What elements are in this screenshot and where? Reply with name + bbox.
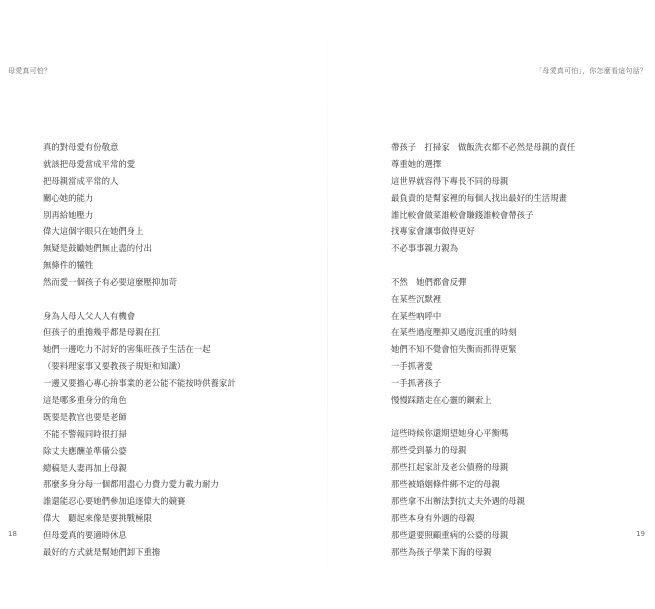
poem-line: 偉大 聽起來像是要挑戰極限: [43, 513, 152, 524]
poem-line: 既要是教官也要是老師: [43, 411, 127, 422]
poem-line: 那些受到暴力的母親: [391, 445, 467, 456]
poem-line: 但母愛真的要適時休息: [43, 530, 127, 541]
poem-line: 無條件的犧牲: [43, 260, 94, 271]
left-page: [0, 0, 327, 609]
poem-line: 不然 她們都會反彈: [391, 276, 467, 287]
poem-line: 除丈夫應酬並準備公婆: [43, 445, 127, 456]
right-poem: [391, 139, 641, 577]
poem-line: 然而愛一個孩子有必要這麼壓抑加苛: [43, 277, 177, 288]
poem-line: 偉大這個字眼只在她們身上: [43, 226, 144, 237]
poem-line: 在某些吶呼中: [391, 310, 442, 321]
poem-line: 那麼多身分每一個都用盡心力費力愛力載力耐力: [43, 479, 219, 490]
poem-line: 這些時候你還期望她身心平衡嗎: [391, 428, 509, 439]
poem-line: 在某些過度壓抑又過度沉重的時刻: [391, 327, 517, 338]
poem-line: 找專家會讓事做得更好: [391, 226, 475, 237]
poem-line: 一邊又要擔心專心拚事業的老公能不能按時供養家計: [43, 378, 236, 389]
poem-line: 最好的方式就是幫她們卸下重擔: [43, 546, 161, 557]
right-page-number: 19: [636, 530, 645, 538]
poem-line: 她們一邊吃力不討好的害集旺孩子生活在一起: [43, 344, 211, 355]
poem-line: 身為人母人父人人有機會: [43, 310, 136, 321]
right-stanza-1: [391, 139, 641, 257]
left-stanza-1: [43, 139, 313, 291]
poem-line: 一手抓著孩子: [391, 378, 442, 389]
poem-line: 那些扛起家計及老公債務的母親: [391, 462, 509, 473]
right-page: [328, 0, 655, 609]
left-running-header: 母愛真可怕？: [8, 67, 52, 75]
poem-line: 總稿是人妻再加上母親: [43, 462, 127, 473]
poem-line: 那些本身有外遇的母親: [391, 512, 475, 523]
poem-line: 帶孩子 打掃家 做飯洗衣都不必然是母親的責任: [391, 142, 576, 152]
poem-line: 最負責的是幫家裡的每個人找出最好的生活規畫: [391, 192, 567, 203]
right-stanza-3: [391, 425, 641, 560]
poem-line: 不能不警報同時很打掃: [43, 428, 127, 439]
poem-line: 真的對母愛有份敬意: [43, 142, 119, 152]
poem-line: 誰比較會做菜誰較會賺錢誰較會帶孩子: [391, 209, 534, 220]
poem-line: 別再給她壓力: [43, 209, 94, 220]
poem-line: 關心她的能力: [43, 192, 94, 203]
poem-line: 在某些沉默裡: [391, 293, 442, 304]
poem-line: 那些拿不出辦法對抗丈夫外遇的母親: [391, 495, 525, 506]
left-poem: [43, 139, 313, 577]
poem-line: 把母親當成平常的人: [43, 175, 119, 186]
poem-line: 誰還能忍心要她們參加追逐偉大的競賽: [43, 496, 186, 507]
poem-line: 慢慢踩踏走在心靈的鋼索上: [391, 394, 492, 405]
right-stanza-2: [391, 274, 641, 409]
poem-line: （要料理家事又要教孩子規矩和知識）: [43, 361, 186, 372]
poem-line: 她們不知不覺會怕失衡而抓得更緊: [391, 344, 517, 355]
poem-line: 那些為孩子學業下海的母親: [391, 546, 492, 557]
poem-line: 這是哪多重身分的角色: [43, 394, 127, 405]
poem-line: 就該把母愛當成平常的愛: [43, 158, 136, 169]
poem-line: 但孩子的重擔幾乎都是母親在扛: [43, 327, 161, 338]
poem-line: 這世界就容得下專長不同的母親: [391, 175, 509, 186]
right-running-header: 「母愛真可怕」，你怎麼看這句話？: [535, 67, 647, 75]
left-page-number: 18: [8, 530, 17, 538]
poem-line: 那些被婚姻條件綁不定的母親: [391, 479, 500, 490]
poem-line: 不必事事親力親為: [391, 243, 458, 254]
poem-line: 那些還要照顧重病的公婆的母親: [391, 529, 509, 540]
poem-line: 無疑是鼓勵她們無止盡的付出: [43, 243, 152, 254]
left-stanza-2: [43, 308, 313, 561]
poem-line: 一手抓著愛: [391, 361, 433, 372]
poem-line: 尊重她的選擇: [391, 158, 442, 169]
